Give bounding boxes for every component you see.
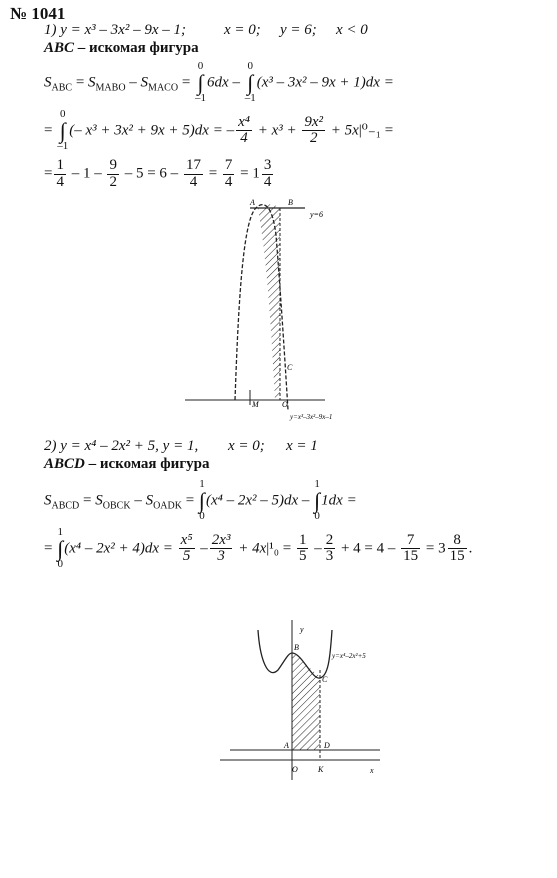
- part1-area-formula: $S_{ABC} = S_{MABO} - S_{MACO} = 0$ ∫ –16dx – 0 ∫ –1(x³ – 3x² – 9x + 1)dx =: [44, 60, 394, 104]
- part1-integral-eval: = 0 ∫ –1(– x³ + 3x² + 9x + 5)dx = – $\frac{\text{x⁴}}{4}$ + x³ + $\frac{\text{9x²}}{2}$ + 5x|⁰₋₁ =: [44, 108, 394, 152]
- label-m: M: [252, 400, 259, 409]
- label-b: B: [288, 198, 293, 207]
- integral-sign: 1 ∫ 0: [314, 478, 321, 522]
- graph-2: [220, 610, 390, 800]
- part2-equation: 2) y = x⁴ – 2x² + 5, y = 1,: [44, 438, 199, 454]
- fraction: $\frac{9}{2}$: [109, 157, 117, 190]
- integrand: (x⁴ – 2x² + 4)dx =: [64, 540, 173, 557]
- term: + 4 = 4 –: [340, 540, 396, 557]
- label-a: A: [250, 198, 255, 207]
- sub-abcd: ABCD: [51, 500, 80, 512]
- s-symbol: S: [44, 492, 52, 509]
- part2-figure-line: [44, 456, 209, 473]
- label-o: O: [292, 765, 298, 774]
- fraction: $\frac{\text{2x³}}{3}$: [211, 531, 231, 565]
- integral-sign: 0 ∫ –1: [244, 60, 256, 104]
- label-o: O: [282, 400, 288, 409]
- label-y: y: [300, 625, 304, 634]
- integrand-6dx: 6dx: [207, 74, 229, 91]
- term: + 5x: [330, 122, 359, 139]
- integrand-quartic: (x⁴ – 2x² – 5)dx –: [205, 492, 310, 509]
- s-symbol: S: [88, 74, 96, 91]
- s-symbol: S: [140, 74, 149, 91]
- part2-cond-x0: x = 0;: [228, 438, 265, 454]
- fraction: $\frac{\text{9x²}}{2}$: [304, 113, 324, 147]
- term: + x³ +: [257, 122, 297, 139]
- fraction: $\frac{\text{x⁴}}{4}$: [238, 113, 250, 147]
- eval-bar: |¹₀ =: [266, 540, 292, 557]
- fraction: $\frac{8}{15}$: [449, 531, 465, 565]
- graph-1: [180, 195, 370, 425]
- sub-abc: ABC: [51, 82, 73, 94]
- part2-figure-name: ABCD: [44, 456, 85, 472]
- sub-obck: OBCK: [102, 500, 131, 512]
- label-y6: y=6: [310, 210, 323, 219]
- part2-cond-x1: x = 1: [286, 438, 318, 454]
- sub-oadk: OADK: [153, 500, 182, 512]
- part1-cond-y: y = 6;: [280, 22, 317, 38]
- label-curve: y=x⁴–2x²+5: [332, 652, 366, 660]
- shaded-region: [258, 204, 280, 400]
- part1-figure-text: – искомая фигура: [74, 40, 199, 56]
- label-k: K: [318, 765, 324, 774]
- part1-equation: 1) y = x³ – 3x² – 9x – 1;: [44, 22, 186, 38]
- term: – 5 = 6 –: [124, 165, 179, 182]
- integral-sign: 0 ∫ –1: [57, 108, 69, 152]
- term: =: [208, 165, 218, 182]
- integrand-1dx: 1dx =: [321, 492, 357, 509]
- fraction: $\frac{3}{4}$: [263, 157, 272, 190]
- sub-mabo: MABO: [95, 82, 126, 94]
- part1-result: = $\frac{1}{4}$ – 1 – $\frac{9}{2}$ – 5 = 6 – $\frac{17}{4}$ = $\frac{7}{4}$ = 1 $\frac{3}{4}$: [44, 157, 272, 190]
- label-c: C: [287, 363, 293, 372]
- fraction: $\frac{1}{4}$: [56, 157, 64, 190]
- label-curve: y=x³–3x²–9x–1: [290, 413, 333, 421]
- fraction: $\frac{1}{5}$: [298, 531, 307, 565]
- term: = 1: [240, 165, 260, 182]
- part1-cond-x: x < 0: [336, 22, 368, 38]
- fraction: $\frac{7}{4}$: [224, 157, 233, 190]
- label-x: x: [370, 766, 374, 775]
- label-d: D: [324, 741, 330, 750]
- integrand-cubic: (x³ – 3x² – 9x + 1)dx =: [256, 74, 394, 91]
- label-b: B: [294, 643, 299, 652]
- s-symbol: S: [95, 492, 103, 509]
- term: + 4x: [238, 540, 267, 557]
- fraction: $\frac{17}{4}$: [185, 157, 201, 190]
- label-c: C: [322, 675, 328, 684]
- integral-sign: 1 ∫ 0: [198, 478, 205, 522]
- part1-figure-line: [44, 40, 199, 57]
- label-a: A: [284, 741, 289, 750]
- part2-area-formula: $S_{ABCD} = S_{OBCK} - S_{OADK} = 1$ ∫ 0(x⁴ – 2x² – 5)dx – 1 ∫ 01dx =: [44, 478, 357, 522]
- period: .: [468, 540, 473, 557]
- shaded-region: [292, 653, 320, 750]
- eval-bar: |⁰₋₁ =: [358, 122, 394, 139]
- part1-cond-x0: x = 0;: [224, 22, 261, 38]
- integral-sign: 0 ∫ –1: [195, 60, 207, 104]
- part1-figure-name: ABC: [44, 40, 75, 56]
- fraction: $\frac{\text{x⁵}}{5}$: [180, 531, 193, 565]
- term: = 3: [425, 540, 446, 557]
- part2-figure-text: – искомая фигура: [84, 456, 210, 472]
- integral-sign: 1 ∫ 0: [57, 526, 64, 570]
- fraction: $\frac{2}{3}$: [325, 531, 334, 565]
- fraction: $\frac{7}{15}$: [403, 531, 419, 565]
- part2-integral-eval: = 1 ∫ 0(x⁴ – 2x² + 4)dx = $\frac{\text{x⁵}}{5}$ – $\frac{\text{2x³}}{3}$ + 4x|¹₀ = $\frac{1}{5}$ – $\frac{2}{3}$ + 4 = 4 – $\frac{7}{15}$ = 3 $\frac{8}{15}$ .: [44, 526, 473, 570]
- s-symbol: S: [44, 74, 52, 91]
- integrand: (– x³ + 3x² + 9x + 5)dx =: [69, 122, 223, 139]
- term: – 1 –: [71, 165, 102, 182]
- problem-number: № 1041: [10, 4, 66, 23]
- s-symbol: S: [145, 492, 154, 509]
- sub-maco: MACO: [148, 82, 179, 94]
